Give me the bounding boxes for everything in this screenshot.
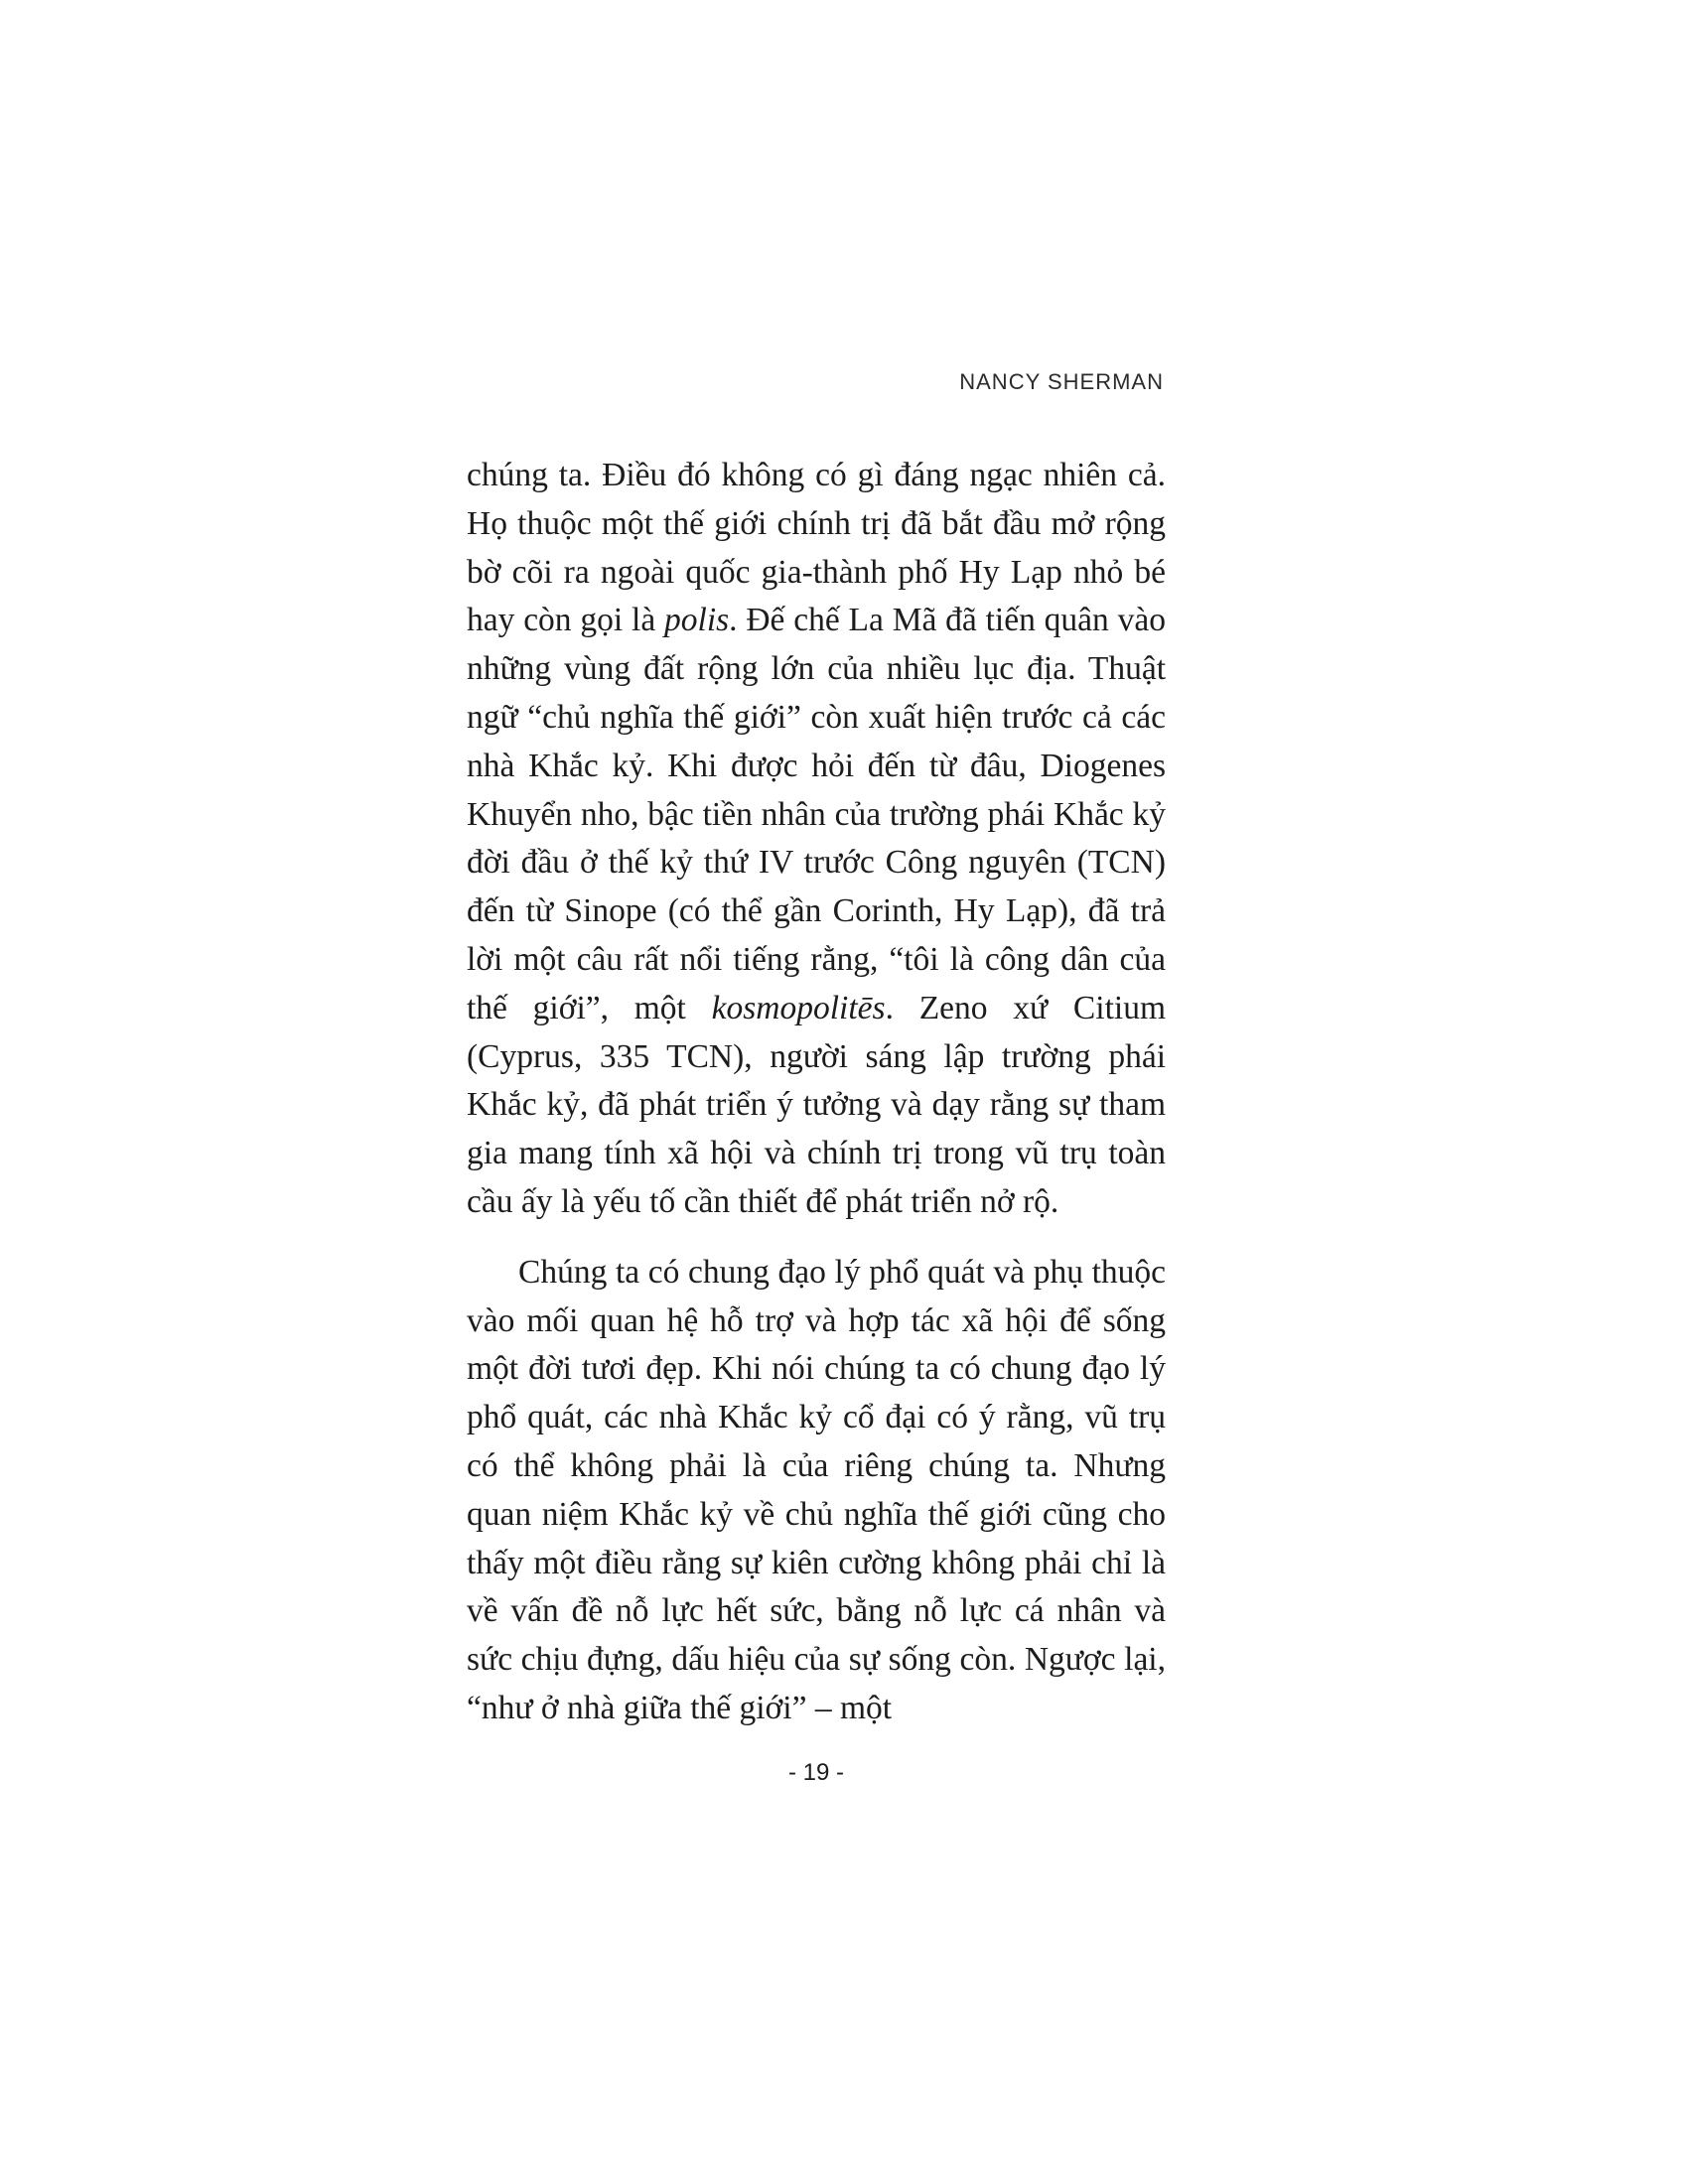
running-header-author: NANCY SHERMAN: [959, 369, 1164, 394]
paragraph-2: Chúng ta có chung đạo lý phổ quát và phụ thuộc vào mối quan hệ hỗ trợ và hợp tác xã hội để sống một đời tươi đẹp. Khi nói chúng ta có chung đạo lý phổ quát, các nhà Khắc kỷ cổ đại có ý rằng, vũ trụ có thể không phải là của riêng chúng ta. Nhưng quan niệm Khắc kỷ về chủ nghĩa thế giới cũng cho thấy một điều rằng sự kiên cường không phải chỉ là về vấn đề nỗ lực hết sức, bằng nỗ lực cá nhân và sức chịu đựng, dấu hiệu của sự sống còn. Ngược lại, “như ở nhà giữa thế giới” – một: [467, 1253, 1166, 1726]
term-kosmopolites: kosmopolitēs: [711, 989, 886, 1026]
term-polis: polis: [664, 602, 730, 639]
paragraph-1-text-a: chúng ta. Điều đó không có gì đáng ngạc nhiên cả. Họ thuộc một thế giới chính trị đã bắt đầu mở rộng bờ cõi ra ngoài quốc gia-thành phố Hy Lạp nhỏ bé hay còn gọi là: [467, 457, 1166, 639]
paragraph-1-text-b: . Đế chế La Mã đã tiến quân vào những vùng đất rộng lớn của nhiều lục địa. Thuật ngữ “chủ nghĩa thế giới” còn xuất hiện trước cả các nhà Khắc kỷ. Khi được hỏi đến từ đâu, Diogenes Khuyển nho, bậc tiền nhân của trường phái Khắc kỷ đời đầu ở thế kỷ thứ IV trước Công nguyên (TCN) đến từ Sinope (có thể gần Corinth, Hy Lạp), đã trả lời một câu rất nổi tiếng rằng, “tôi là công dân của thế giới”, một: [467, 602, 1166, 1026]
paragraph-1-text-c: . Zeno xứ Citium (Cyprus, 335 TCN), người sáng lập trường phái Khắc kỷ, đã phát triển ý tưởng và dạy rằng sự tham gia mang tính xã hội và chính trị trong vũ trụ toàn cầu ấy là yếu tố cần thiết để phát triển nở rộ.: [467, 989, 1166, 1220]
paragraph-1: [467, 452, 1166, 1227]
body-text: [467, 452, 1166, 1733]
page-number: - 19 -: [787, 1759, 844, 1786]
